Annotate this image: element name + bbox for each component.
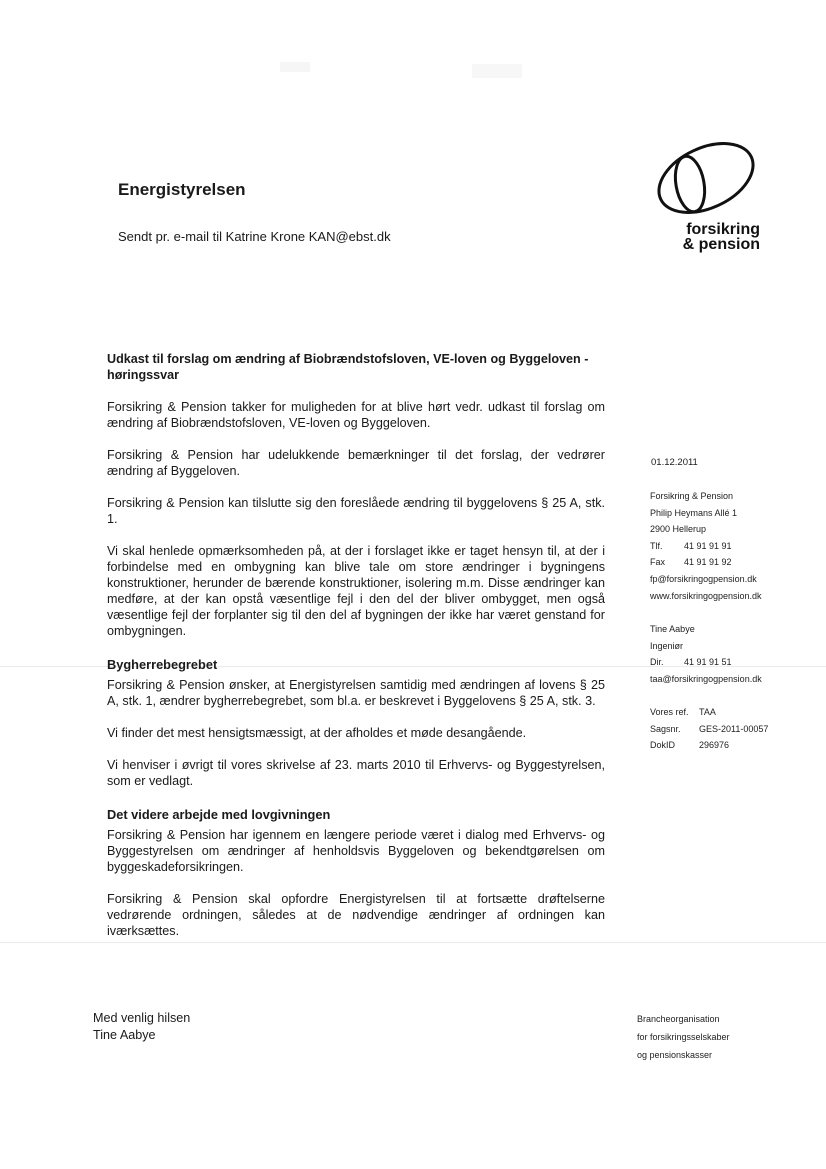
letter-body: [107, 351, 605, 955]
reference-block: [650, 704, 768, 754]
scan-mark: [472, 64, 522, 78]
case-label: Sagsnr.: [650, 723, 681, 734]
org-name: Forsikring & Pension: [650, 491, 734, 501]
org-footer: [637, 1010, 730, 1064]
letter-date: 01.12.2011: [651, 457, 698, 468]
recipient-heading: Energistyrelsen: [118, 180, 246, 199]
contact-title: Ingeniør: [650, 640, 684, 651]
contact-email: taa@forsikringogpension.dk: [650, 673, 762, 684]
paragraph: Forsikring & Pension ønsker, at Energistyrelsen samtidig med ændringen af lovens § 25 A, stk. 1, ændrer bygherrebegrebet, som bl.a. er beskrevet i Byggelovens § 25 A, stk. 3.: [107, 678, 605, 708]
footer-line: for forsikringsselskaber: [637, 1032, 730, 1042]
doc-id-label: DokID: [650, 740, 676, 751]
paragraph: Forsikring & Pension har igennem en længere periode været i dialog med Erhvervs- og Byggestyrelsen om ændringer af henholdsvis Byggeloven og bekendtgørelsen om byggeskadeforsikringen.: [107, 828, 605, 874]
paragraph: Vi finder det mest hensigtsmæssigt, at der afholdes et møde desangående.: [107, 726, 527, 740]
ref-label: Vores ref.: [650, 707, 689, 717]
sent-line: Sendt pr. e-mail til Katrine Krone KAN@ebst.dk: [118, 229, 391, 244]
logo-text-line1: forsikring: [686, 221, 760, 238]
org-website: www.forsikringogpension.dk: [650, 590, 762, 601]
sender-address: [650, 488, 762, 604]
ref-value: TAA: [699, 707, 716, 717]
scan-mark: [280, 62, 310, 72]
doc-id: 296976: [699, 740, 730, 751]
company-logo: [650, 140, 760, 253]
fax-label: Fax: [650, 557, 666, 568]
footer-line: Brancheorganisation: [637, 1014, 720, 1024]
letter-title: Udkast til forslag om ændring af Biobrændstofsloven, VE-loven og Byggeloven - høringssvar: [107, 352, 589, 382]
footer-line: og pensionskasser: [637, 1050, 713, 1060]
paragraph: Forsikring & Pension takker for muligheden for at blive hørt vedr. udkast til forslag om ændring af Biobrændstofsloven, VE-loven og Byggeloven.: [107, 400, 605, 430]
closing: [93, 1010, 190, 1044]
paragraph: Forsikring & Pension kan tilslutte sig den foreslåede ændring til byggelovens § 25 A, stk. 1.: [107, 496, 605, 526]
city: 2900 Hellerup: [650, 524, 707, 535]
section-heading: Det videre arbejde med lovgivningen: [107, 807, 331, 822]
direct-number: 41 91 91 51: [684, 657, 732, 668]
paragraph: Forsikring & Pension har udelukkende bemærkninger til det forslag, der vedrører ændring af Byggeloven.: [107, 448, 605, 478]
fax-number: 41 91 91 92: [684, 557, 732, 568]
contact-name: Tine Aabye: [650, 624, 695, 634]
phone-label: Tlf.: [650, 540, 663, 551]
paragraph: Vi henviser i øvrigt til vores skrivelse af 23. marts 2010 til Erhvervs- og Byggestyrelsen, som er vedlagt.: [107, 758, 605, 788]
case-number: GES-2011-00057: [699, 723, 769, 734]
ellipse-swirl-icon: [650, 140, 760, 230]
section-heading: Bygherrebegrebet: [107, 657, 218, 672]
contact-block: [650, 621, 762, 687]
paragraph: Forsikring & Pension skal opfordre Energistyrelsen til at fortsætte drøftelserne vedrørende ordningen, således at de nødvendige ændringer af ordningen kan iværksættes.: [107, 892, 605, 938]
closing-greeting: Med venlig hilsen: [93, 1011, 191, 1025]
org-email: fp@forsikringogpension.dk: [650, 573, 757, 584]
phone-number: 41 91 91 91: [684, 540, 732, 551]
paragraph: Vi skal henlede opmærksomheden på, at der i forslaget ikke er taget hensyn til, at der i forbindelse med en ombygning kan blive tale om store ændringer i bygningens konstruktioner, herunder de bærende konstruktioner, isolering m.m. Disse ændringer kan medføre, at der kan opstå væsentlige fejl i den del der bliver ombygget, men også væsentlige fejl der forplanter sig til den del af bygningen der ikke har været genstand for ombygningen.: [107, 544, 605, 638]
direct-label: Dir.: [650, 657, 664, 668]
signatory-name: Tine Aabye: [93, 1028, 156, 1042]
street-address: Philip Heymans Allé 1: [650, 507, 738, 518]
logo-text-line2: & pension: [682, 236, 760, 253]
